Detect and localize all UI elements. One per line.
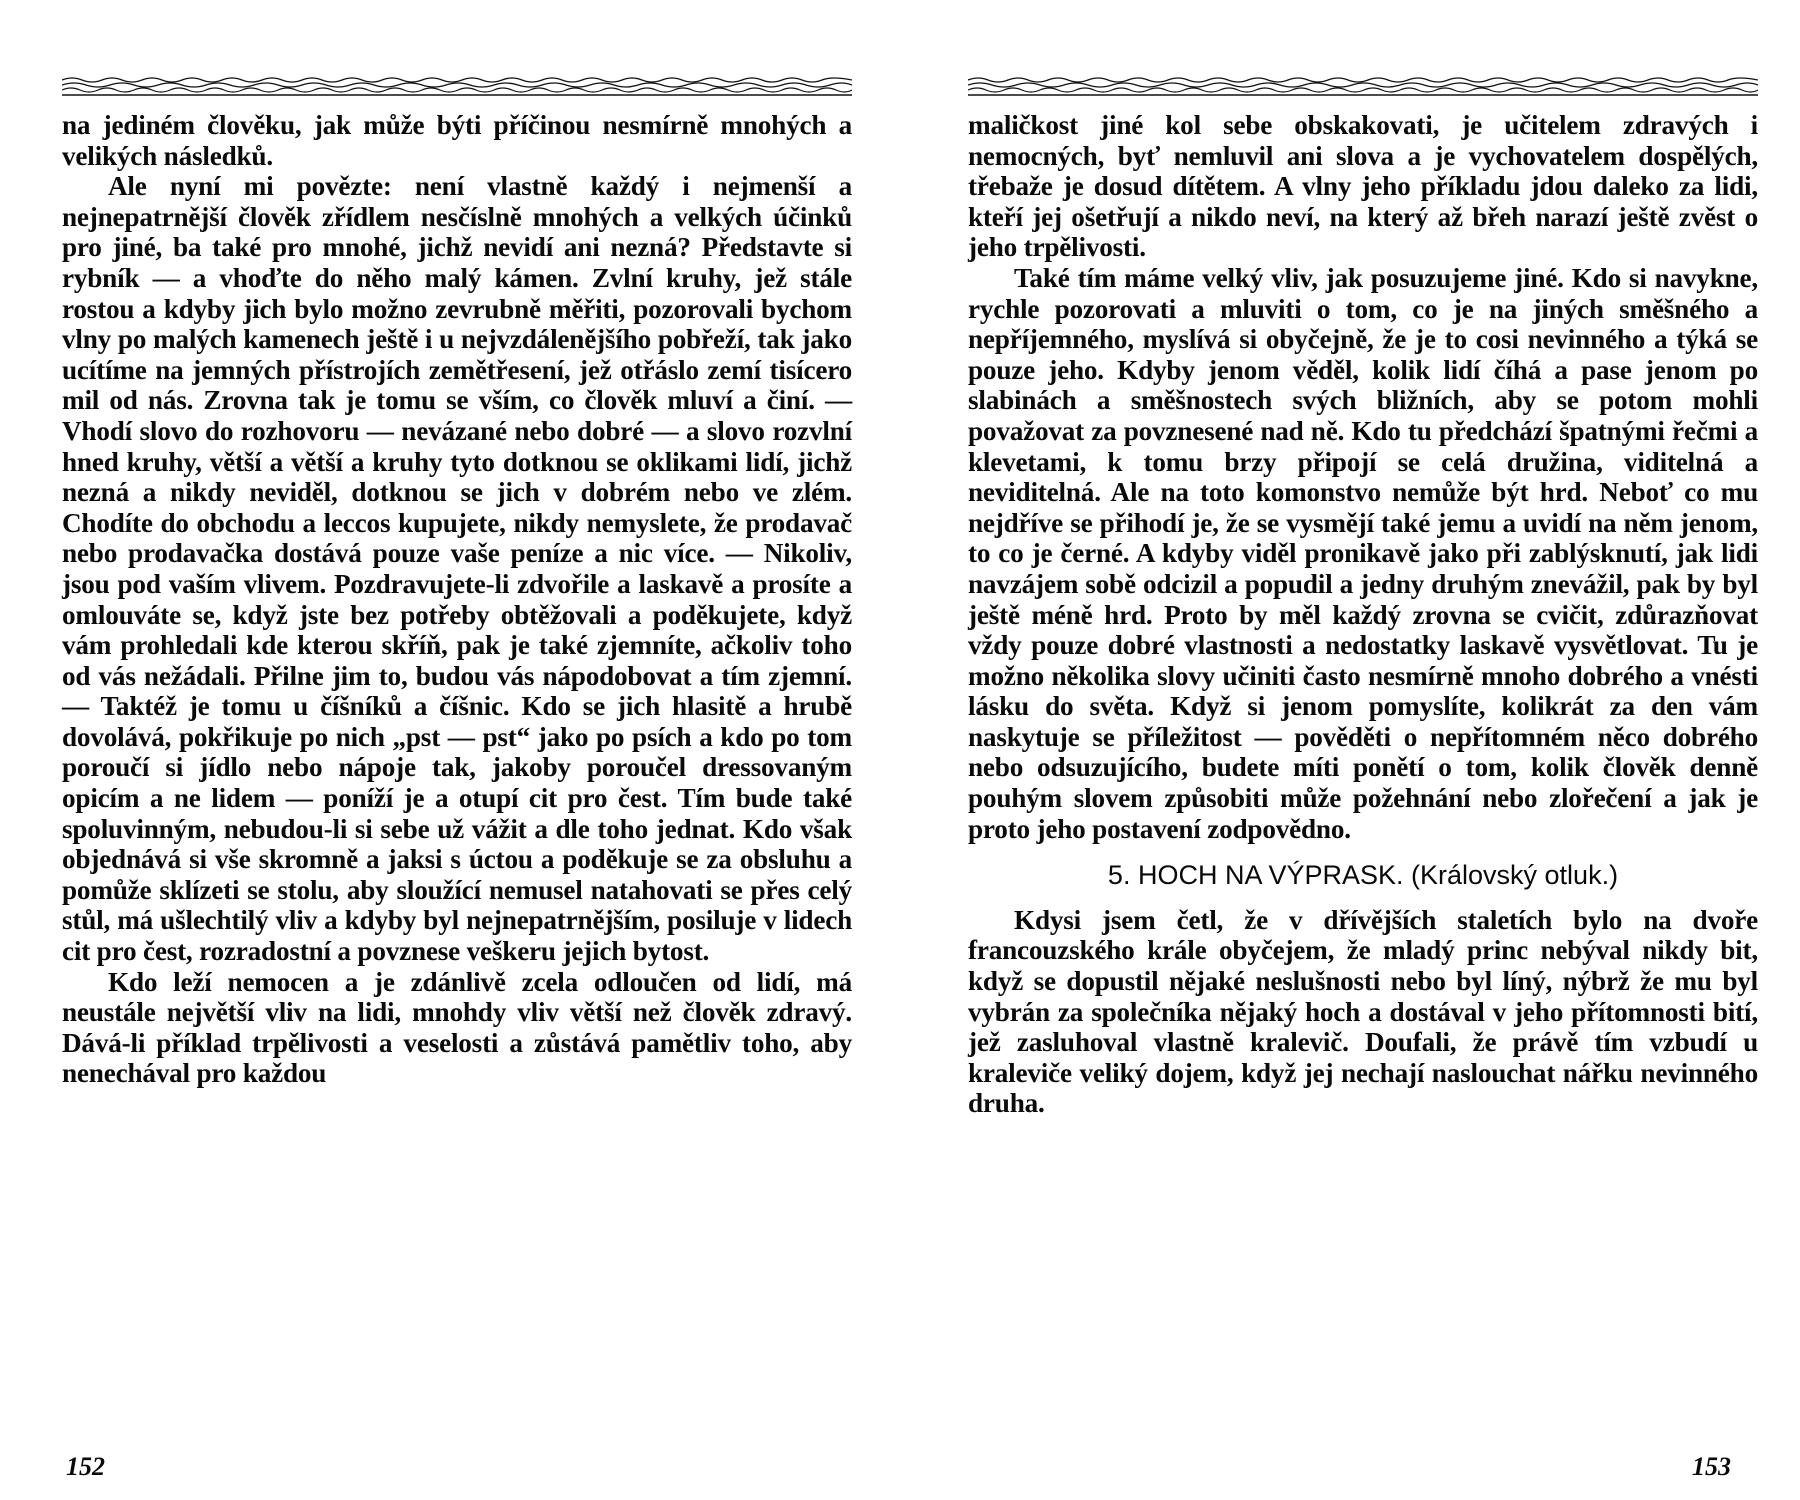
paragraph: maličkost jiné kol sebe obskakovati, je učitelem zdravých i nemocných, byť nemluvil ani slova a je vychovatelem dospělých, třebaže je dosud dítětem. A vlny jeho příkladu jdou daleko za lidi, kteří jej ošetřují a nikdo neví, na který až břeh narazí ještě zvěst o jeho trpělivosti. [968, 110, 1758, 263]
section-heading: 5. HOCH NA VÝPRASK. (Královský otluk.) [1107, 860, 1619, 891]
wave-ornament-left [62, 72, 852, 98]
left-page [62, 0, 862, 1500]
paragraph: Kdysi jsem četl, že v dřívějších staletích bylo na dvoře francouzského krále obyčejem, že mladý princ nebýval nikdy bit, když se dopustil nějaké neslušnosti nebo byl líný, nýbrž že mu byl vybrán za společníka nějaký hoch a dostával v jeho přítomnosti bití, jež zasluhoval vlastně kralevič. Doufali, že právě tím vzbudí u kraleviče veliký dojem, když jej nechají naslouchat nářku nevinného druha. [968, 904, 1758, 1119]
paragraph: na jediném člověku, jak může býti příčinou nesmírně mnohých a velikých následků. [62, 110, 852, 171]
page-number: 152 [66, 1452, 105, 1481]
paragraph: Také tím máme velký vliv, jak posuzujeme jiné. Kdo si navykne, rychle pozorovati a mluviti o tom, co je na jiných směšného a nepříjemného, myslívá si obyčejně, že je to cosi nevinného a týká se pouze jeho. Kdyby jenom věděl, kolik lidí číhá a pase jenom po slabinách a směšnostech svých bližních, aby se potom mohli považovat za povznesené nad ně. Kdo tu předchází špatnými řečmi a klevetami, k tomu brzy připojí se celá družina, viditelná a neviditelná. Ale na toto komonstvo nemůže být hrd. Neboť co mu nejdříve se přihodí je, že se vysmějí také jemu a uvidí na něm jenom, to co je černé. A kdyby viděl pronikavě jako při zablýsknutí, jak lidi navzájem sobě odcizil a popudil a jedny druhým znevážil, pak by byl ještě méně hrd. Proto by měl každý zrovna se cvičit, zdůrazňovat vždy pouze dobré vlastnosti a nedostatky laskavě vysvětlovat. Tu je možno několika slovy učiniti často nesmírně mnoho dobrého a vnésti lásku do světa. Když si jenom pomyslíte, kolikrát za den vám naskytuje se příležitost — pověděti o nepřítomném něco dobrého nebo odsuzujícího, budete míti ponětí o tom, kolik člověk denně pouhým slovem způsobiti může požehnání nebo zlořečení a jak je proto jeho postavení zodpovědno. [968, 262, 1758, 844]
paragraph: Kdo leží nemocen a je zdánlivě zcela odloučen od lidí, má neustále největší vliv na lidi, mnohdy vliv větší než člověk zdravý. Dává-li příklad trpělivosti a veselosti a zůstává pamětliv toho, aby nenechával pro každou [62, 966, 852, 1089]
wave-ornament-right [968, 72, 1758, 98]
right-page [968, 0, 1768, 1500]
page-number: 153 [1692, 1452, 1731, 1481]
right-page-text [968, 110, 1758, 1119]
left-page-text [62, 110, 852, 1089]
paragraph: Ale nyní mi povězte: není vlastně každý i nejmenší a nejnepatrnější člověk zřídlem nesčíslně mnohých a velkých účinků pro jiné, ba také pro mnohé, jichž nevidí ani nezná? Představte si rybník — a vhoďte do něho malý kámen. Zvlní kruhy, jež stále rostou a kdyby jich bylo možno zevrubně měřiti, pozorovali bychom vlny po malých kamenech ještě i u nejvzdálenějšího pobřeží, tak jako ucítíme na jemných přístrojích zemětřesení, jež otřáslo zemí tisícero mil od nás. Zrovna tak je tomu se vším, co člověk mluví a činí. — Vhodí slovo do rozhovoru — nevázané nebo dobré — a slovo rozvlní hned kruhy, větší a větší a kruhy tyto dotknou se oklikami lidí, jichž nezná a nikdy neviděl, dotknou se jich v dobrém nebo ve zlém. Chodíte do obchodu a leccos kupujete, nikdy nemyslete, že prodavač nebo prodavačka dostává pouze vaše peníze a nic více. — Nikoliv, jsou pod vaším vlivem. Pozdravujete-li zdvořile a laskavě a prosíte a omlouváte se, když jste bez potřeby obtěžovali a poděkujete, když vám prohledali kde kterou skříň, pak je také zjemníte, ačkoliv toho od vás nežádali. Přilne jim to, budou vás nápodobovat a tím zjemní. — Taktéž je tomu u číšníků a číšnic. Kdo se jich hlasitě a hrubě dovolává, pokřikuje po nich „pst — pst“ jako po psích a kdo po tom poroučí si jídlo nebo nápoje tak, jakoby poroučel dressovaným opicím a ne lidem — poníží je a otupí cit pro čest. Tím bude také spoluvinným, nebudou-li si sebe už vážit a dle toho jednat. Kdo však objednává si vše skromně a jaksi s úctou a poděkuje se za obsluhu a pomůže sklízeti se stolu, aby sloužící nemusel natahovati se přes celý stůl, má ušlechtilý vliv a kdyby byl nejnepatrnějším, posiluje v lidech cit pro čest, rozradostní a povznese veškeru jejich bytost. [62, 171, 852, 967]
